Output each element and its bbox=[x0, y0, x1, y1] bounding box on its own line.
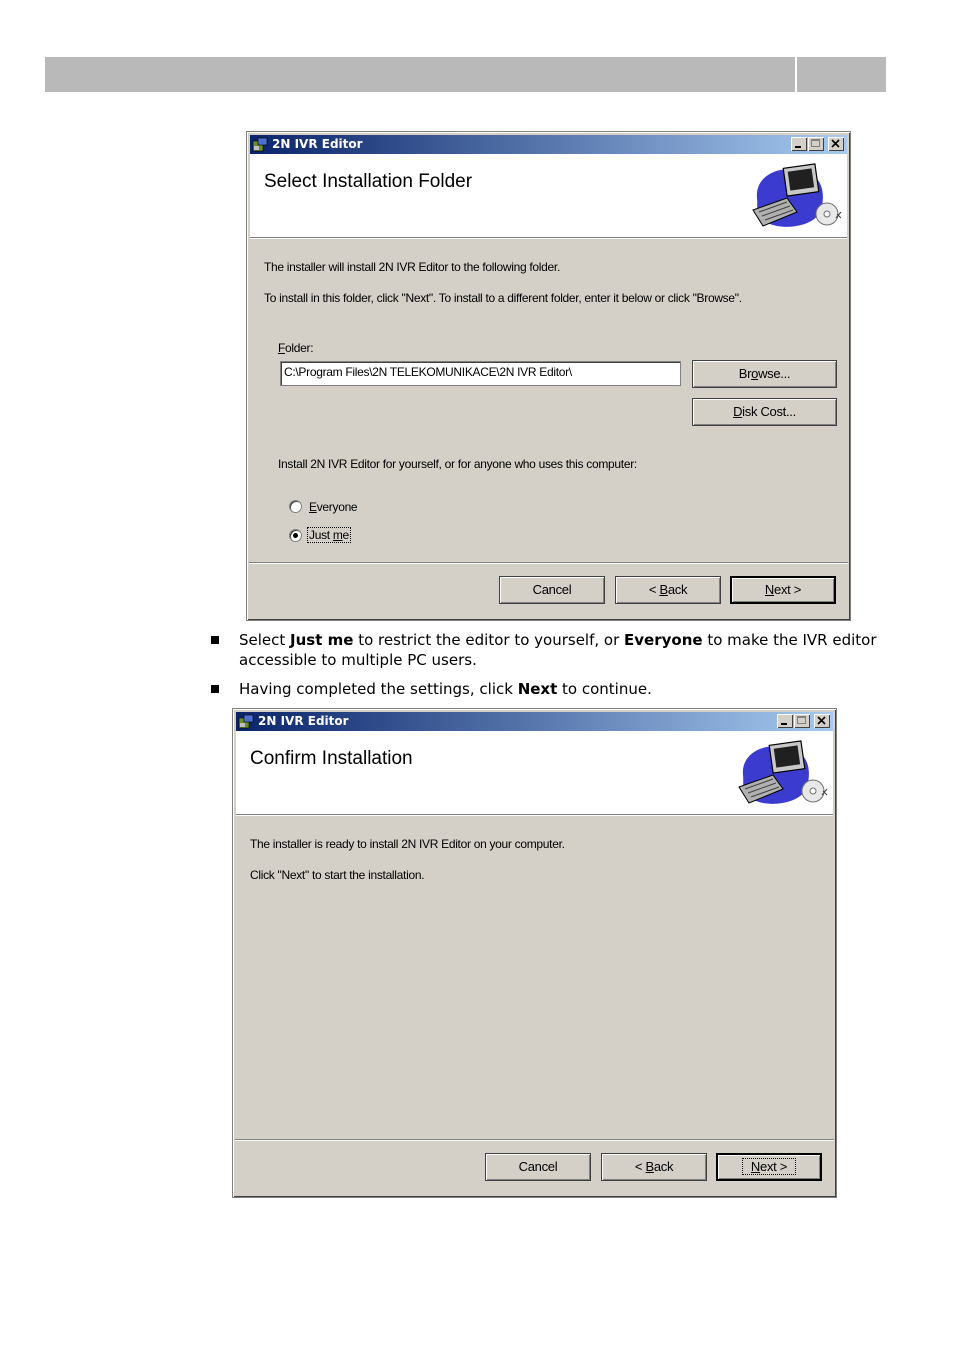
computer-cd-icon bbox=[733, 735, 829, 811]
next-button[interactable]: Next > bbox=[716, 1153, 822, 1181]
back-button[interactable]: < Back bbox=[615, 576, 721, 604]
dialog-heading: Confirm Installation bbox=[250, 748, 413, 769]
installer-icon bbox=[252, 137, 268, 152]
title-bar bbox=[250, 135, 847, 154]
title-bar bbox=[236, 712, 833, 731]
button-separator bbox=[235, 1139, 834, 1141]
header-divider bbox=[795, 57, 797, 92]
radio-just-me[interactable] bbox=[289, 529, 302, 542]
instruction-line: To install in this folder, click "Next". To install to a different folder, enter it below or click "Browse". bbox=[264, 291, 742, 305]
bullet-square-icon bbox=[211, 636, 219, 644]
browse-button[interactable]: Browse... bbox=[692, 360, 837, 388]
confirm-installation-dialog bbox=[232, 708, 837, 1198]
banner bbox=[250, 154, 847, 238]
maximize-icon bbox=[808, 137, 824, 151]
button-separator bbox=[249, 562, 848, 564]
installer-icon bbox=[238, 714, 254, 729]
page-header-bar bbox=[45, 57, 886, 92]
window-title: 2N IVR Editor bbox=[272, 137, 363, 151]
maximize-icon bbox=[794, 714, 810, 728]
intro-line: The installer will install 2N IVR Editor to the following folder. bbox=[264, 260, 560, 274]
radio-everyone-label[interactable]: Everyone bbox=[309, 500, 358, 514]
minimize-icon bbox=[791, 137, 807, 151]
computer-cd-icon bbox=[747, 158, 843, 234]
folder-input[interactable]: C:\Program Files\2N TELEKOMUNIKACE\2N IVR Editor\ bbox=[280, 361, 681, 386]
instruction-line: Click "Next" to start the installation. bbox=[250, 868, 425, 882]
back-button[interactable]: < Back bbox=[601, 1153, 707, 1181]
bullet-square-icon bbox=[211, 685, 219, 693]
list-item: Select Just me to restrict the editor to yourself, or Everyone to make the IVR editor accessible to multiple PC users. bbox=[210, 630, 890, 670]
disk-cost-button[interactable]: Disk Cost... bbox=[692, 398, 837, 426]
close-button[interactable] bbox=[814, 714, 830, 728]
list-item: Having completed the settings, click Next to continue. bbox=[210, 679, 890, 699]
instruction-list bbox=[210, 630, 890, 708]
banner bbox=[236, 731, 833, 815]
folder-label: Folder: bbox=[278, 341, 314, 355]
maximize-button[interactable] bbox=[808, 137, 824, 151]
cancel-button[interactable]: Cancel bbox=[485, 1153, 591, 1181]
next-button[interactable]: Next > bbox=[730, 576, 836, 604]
minimize-button[interactable] bbox=[777, 714, 793, 728]
radio-just-me-label[interactable]: Just me bbox=[309, 528, 349, 542]
ready-line: The installer is ready to install 2N IVR Editor on your computer. bbox=[250, 837, 565, 851]
close-icon bbox=[814, 714, 830, 728]
minimize-icon bbox=[777, 714, 793, 728]
select-folder-dialog bbox=[246, 131, 851, 621]
install-for-label: Install 2N IVR Editor for yourself, or for anyone who uses this computer: bbox=[278, 457, 637, 471]
close-icon bbox=[828, 137, 844, 151]
maximize-button[interactable] bbox=[794, 714, 810, 728]
window-title: 2N IVR Editor bbox=[258, 714, 349, 728]
dialog-heading: Select Installation Folder bbox=[264, 171, 473, 192]
radio-everyone[interactable] bbox=[289, 500, 302, 513]
close-button[interactable] bbox=[828, 137, 844, 151]
cancel-button[interactable]: Cancel bbox=[499, 576, 605, 604]
minimize-button[interactable] bbox=[791, 137, 807, 151]
